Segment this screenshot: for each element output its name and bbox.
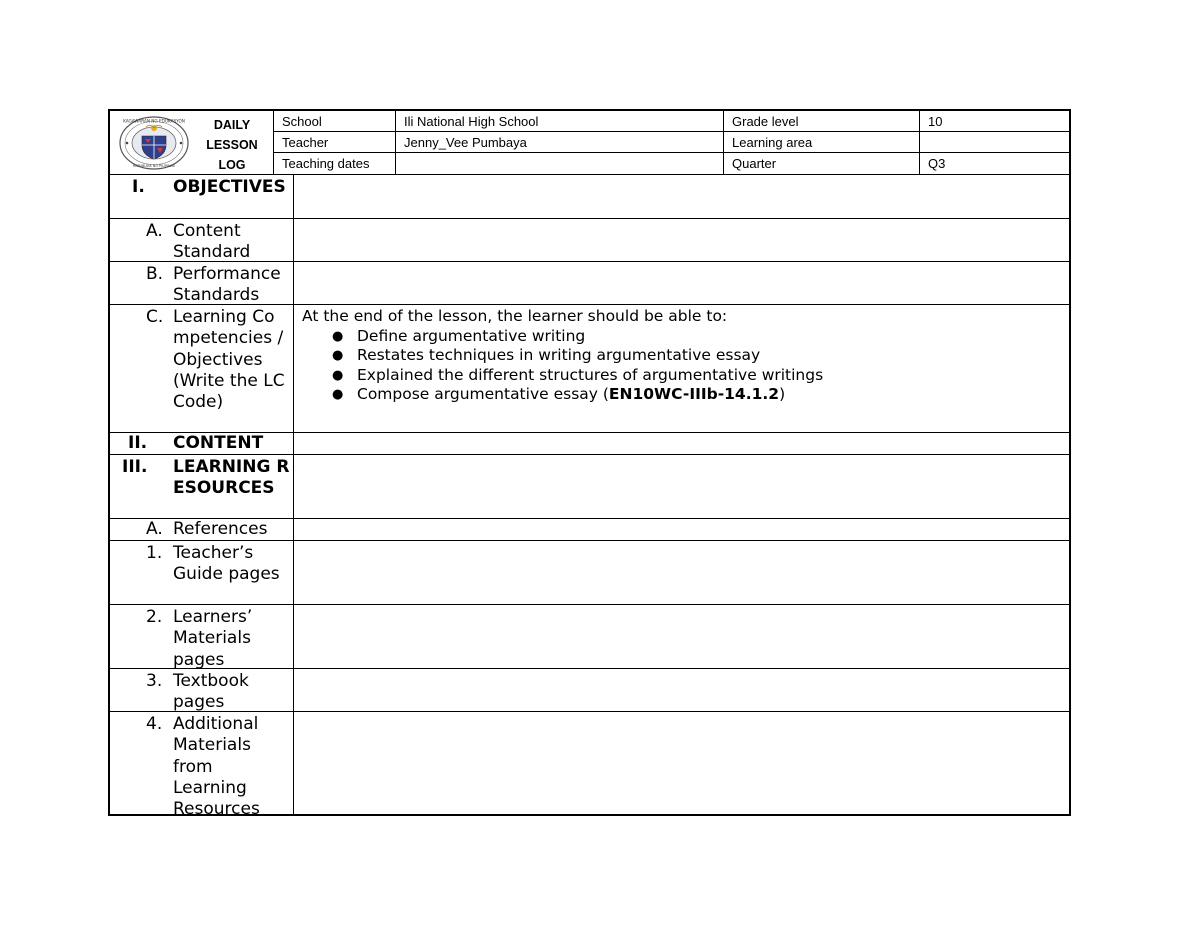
section-label: Content Standard xyxy=(173,221,251,263)
svg-text:KAGAWARAN NG EDUKASYON: KAGAWARAN NG EDUKASYON xyxy=(123,118,185,124)
logo-cell xyxy=(110,111,274,175)
deped-seal-icon xyxy=(118,115,190,171)
section-number: C. xyxy=(146,307,164,327)
section-number: A. xyxy=(146,519,163,539)
competency-text: Explained the different structures of argumentative writings xyxy=(357,365,824,384)
header-row-teacher xyxy=(274,132,1071,153)
section-learning-resources xyxy=(110,455,1071,519)
section-number: A. xyxy=(146,221,163,241)
section-label-cell xyxy=(110,175,294,218)
lc-code: EN10WC-IIIb-14.1.2 xyxy=(608,385,780,403)
section-label-cell xyxy=(110,262,294,304)
quarter-label: Quarter xyxy=(724,153,920,175)
section-additional-materials xyxy=(110,712,1071,820)
competency-item xyxy=(302,327,823,347)
section-number: B. xyxy=(146,264,164,284)
dll-title-line-1: DAILY xyxy=(213,118,251,132)
section-label-cell xyxy=(110,541,294,604)
section-label-cell xyxy=(110,455,294,518)
bullet-icon: ● xyxy=(332,328,344,344)
bullet-icon: ● xyxy=(332,348,344,363)
bullet-icon: ● xyxy=(332,367,344,383)
section-label: CONTENT xyxy=(173,433,264,453)
competency-text: Define argumentative writing xyxy=(357,326,586,345)
section-number: I. xyxy=(132,177,145,197)
school-label: School xyxy=(274,111,396,131)
competencies-intro: At the end of the lesson, the learner should be able to: xyxy=(302,307,728,325)
section-label-cell xyxy=(110,305,294,432)
learning-area-label: Learning area xyxy=(724,132,920,152)
competency-item xyxy=(302,385,823,405)
bullet-icon: ● xyxy=(332,387,344,402)
competencies-content xyxy=(302,307,823,405)
competency-item xyxy=(302,346,823,366)
grade-level-value: 10 xyxy=(928,114,943,129)
section-textbook xyxy=(110,669,1071,712)
section-objectives xyxy=(110,175,1071,219)
section-number: II. xyxy=(128,433,148,453)
section-label-cell xyxy=(110,605,294,668)
section-label: LEARNING RESOURCES xyxy=(173,457,290,499)
section-number: III. xyxy=(122,457,148,477)
dll-title-line-3: LOG xyxy=(218,158,246,172)
quarter-value: Q3 xyxy=(928,156,946,171)
competency-item xyxy=(302,366,823,386)
section-label: Additional Materials from Learning Resources xyxy=(173,714,260,820)
section-label-cell xyxy=(110,433,294,454)
section-label-cell xyxy=(110,519,294,540)
section-teachers-guide xyxy=(110,541,1071,605)
section-number: 3. xyxy=(146,671,163,691)
competency-text: Restates techniques in writing argumentative essay xyxy=(357,346,761,364)
daily-lesson-log-table xyxy=(108,109,1071,820)
section-label: Performance Standards xyxy=(173,264,281,306)
section-label: OBJECTIVES xyxy=(173,177,286,197)
section-label: References xyxy=(173,519,268,539)
school-value: Ili National High School xyxy=(396,111,724,131)
section-label: Textbook pages xyxy=(173,671,249,713)
section-label-cell xyxy=(110,669,294,711)
section-content xyxy=(110,433,1071,455)
section-label-cell xyxy=(110,219,294,261)
competency-text-suffix: ) xyxy=(779,385,786,403)
header-row-dates xyxy=(274,153,1071,175)
teacher-label: Teacher xyxy=(274,132,396,152)
section-label: Teacher’s Guide pages xyxy=(173,543,280,585)
section-performance-standards xyxy=(110,262,1071,305)
header-row-school xyxy=(274,111,1071,132)
grade-level-label: Grade level xyxy=(724,111,920,131)
competencies-list xyxy=(302,327,823,405)
section-label-cell xyxy=(110,712,294,820)
section-label: Learners’ Materials pages xyxy=(173,607,253,670)
section-number: 2. xyxy=(146,607,163,627)
section-label: Learning Competencies / Objectives (Write the LC Code) xyxy=(173,307,285,413)
section-learning-competencies xyxy=(110,305,1071,433)
section-content-standard xyxy=(110,219,1071,262)
learning-area-value xyxy=(920,132,1071,152)
section-number: 1. xyxy=(146,543,163,563)
header-fields xyxy=(274,111,1071,175)
header-section xyxy=(110,111,1071,175)
section-learners-materials xyxy=(110,605,1071,669)
dll-title-line-2: LESSON xyxy=(206,138,258,152)
section-number: 4. xyxy=(146,714,163,734)
section-references xyxy=(110,519,1071,541)
teacher-value: Jenny_Vee Pumbaya xyxy=(396,132,724,152)
teaching-dates-value xyxy=(396,153,724,175)
dll-title xyxy=(202,115,262,175)
svg-text:REPUBLIKA NG PILIPINAS: REPUBLIKA NG PILIPINAS xyxy=(132,164,176,168)
competency-text-prefix: Compose argumentative essay ( xyxy=(357,385,609,403)
teaching-dates-label: Teaching dates xyxy=(274,153,396,175)
